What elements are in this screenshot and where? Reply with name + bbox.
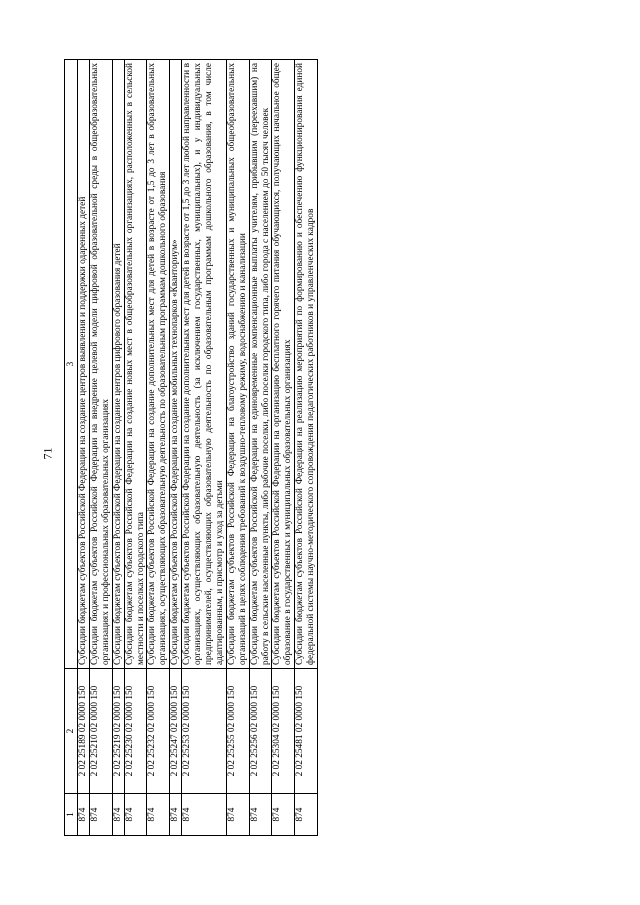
- revenue-name-cell: Субсидии бюджетам субъектов Российской Федерации на внедрение целевой модели цифровой образовательной среды в общеобразовательных организациях и профессиональных образовательных организациях: [89, 60, 112, 669]
- budget-classification-code-cell: 2 02 25253 02 0000 150: [182, 669, 227, 794]
- table-row: [226, 60, 249, 836]
- rotated-page-content: [64, 60, 554, 836]
- page-number: 71: [40, 447, 55, 460]
- table-row: [124, 60, 147, 836]
- table-row: [89, 60, 112, 836]
- administrator-code-cell: 874: [112, 794, 124, 836]
- administrator-code-cell: 874: [170, 794, 182, 836]
- budget-classification-code-cell: 2 02 25189 02 0000 150: [78, 669, 90, 794]
- revenue-name-cell: Субсидии бюджетам субъектов Российской Федерации на реализацию мероприятий по формированию и обеспечению функционирования единой федеральной системы научно-методического сопровождения педагогических работников и управленческих кадров: [295, 60, 318, 669]
- budget-classification-code-cell: 2 02 25232 02 0000 150: [147, 669, 170, 794]
- table-row: [147, 60, 170, 836]
- budget-classification-code-cell: 2 02 25256 02 0000 150: [249, 669, 272, 794]
- table-row: [78, 60, 90, 836]
- table-header-row: [65, 60, 78, 836]
- table-row: [249, 60, 272, 836]
- budget-classification-code-cell: 2 02 25219 02 0000 150: [112, 669, 124, 794]
- revenue-name-cell: Субсидии бюджетам субъектов Российской Федерации на единовременные компенсационные выплаты учителям, прибывшим (переехавшим) на работу в сельские населенные пункты, либо рабочие поселки, либо поселки городского типа, либо города с населением до 50 тысяч человек: [249, 60, 272, 669]
- revenue-name-cell: Субсидии бюджетам субъектов Российской Федерации на создание дополнительных мест для детей в возрасте от 1,5 до 3 лет в образовательных организациях, осуществляющих образовательную деятельность по образовательным программам дошкольного образования: [147, 60, 170, 669]
- column-header-1: 1: [65, 794, 78, 836]
- table-row: [170, 60, 182, 836]
- column-header-3: 3: [65, 60, 78, 669]
- table-row: [182, 60, 227, 836]
- budget-classification-code-cell: 2 02 25247 02 0000 150: [170, 669, 182, 794]
- table-row: [112, 60, 124, 836]
- revenue-name-cell: Субсидии бюджетам субъектов Российской Федерации на создание новых мест в общеобразовательных организациях, расположенных в сельской местности и поселках городского типа: [124, 60, 147, 669]
- budget-classification-code-cell: 2 02 25255 02 0000 150: [226, 669, 249, 794]
- revenue-name-cell: Субсидии бюджетам субъектов Российской Федерации на создание центров выявления и поддержки одаренных детей: [78, 60, 90, 669]
- revenue-name-cell: Субсидии бюджетам субъектов Российской Федерации на создание мобильных технопарков «Кванториум»: [170, 60, 182, 669]
- budget-classification-code-cell: 2 02 25304 02 0000 150: [272, 669, 295, 794]
- administrator-code-cell: 874: [147, 794, 170, 836]
- budget-classification-code-cell: 2 02 25210 02 0000 150: [89, 669, 112, 794]
- table-row: [295, 60, 318, 836]
- revenue-name-cell: Субсидии бюджетам субъектов Российской Федерации на создание центров цифрового образования детей: [112, 60, 124, 669]
- budget-classification-code-cell: 2 02 25481 02 0000 150: [295, 669, 318, 794]
- administrator-code-cell: 874: [89, 794, 112, 836]
- administrator-code-cell: 874: [295, 794, 318, 836]
- administrator-code-cell: 874: [78, 794, 90, 836]
- column-header-2: 2: [65, 669, 78, 794]
- revenue-name-cell: Субсидии бюджетам субъектов Российской Федерации на создание дополнительных мест для детей в возрасте от 1,5 до 3 лет любой направленности в организациях, осуществляющих образовательную деятельность (за исключением государственных, муниципальных), и у индивидуальных предпринимателей, осуществляющих образовательную деятельность по образовательным программам дошкольного образования, в том числе адаптированным, и присмотр и уход за детьми: [182, 60, 227, 669]
- table-row: [272, 60, 295, 836]
- administrator-code-cell: 874: [182, 794, 227, 836]
- table-body: [78, 60, 318, 836]
- budget-code-table: [64, 59, 318, 836]
- revenue-name-cell: Субсидии бюджетам субъектов Российской Федерации на благоустройство зданий государственных и муниципальных общеобразовательных организаций в целях соблюдения требований к воздушно-тепловому режиму, водоснабжению и канализации: [226, 60, 249, 669]
- administrator-code-cell: 874: [124, 794, 147, 836]
- administrator-code-cell: 874: [272, 794, 295, 836]
- administrator-code-cell: 874: [226, 794, 249, 836]
- revenue-name-cell: Субсидии бюджетам субъектов Российской Федерации на организацию бесплатного горячего питания обучающихся, получающих начальное общее образование в государственных и муниципальных образовательных организациях: [272, 60, 295, 669]
- budget-classification-code-cell: 2 02 25230 02 0000 150: [124, 669, 147, 794]
- administrator-code-cell: 874: [249, 794, 272, 836]
